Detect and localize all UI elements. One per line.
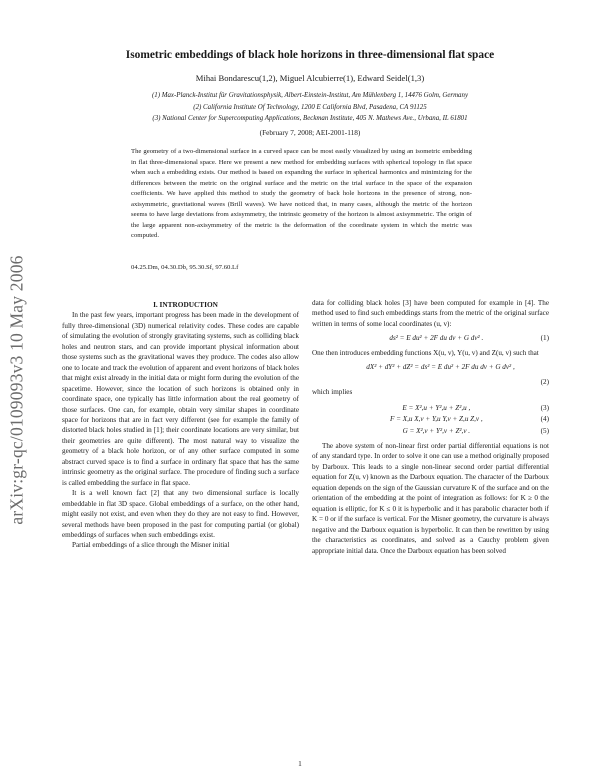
right-paragraph-3: which implies (312, 388, 353, 397)
right-paragraph-4: The above system of non-linear first order partial differential equations is not of any standard type. In order to solve it one can use a method originally proposed by Darboux. This leads to a single non-linear second order partial differential equation for Z(u, v) known as the Darboux equation. The character of the Darboux equation depends on the sign of the Gaussian curvature K of the surface and on the orientation of the embedding at the point of integration as follows: for K ≥ 0 the equation is elliptic, for K ≤ 0 it is hyperbolic and it has parabolic character both if K = 0 or if the surface is vertical. For the Misner geometry, the curvature is always negative and the Darboux equation is hyperbolic. It can then be rewritten by using the characteristics as coordinates, and solved as a Cauchy problem given appropriate initial data. Once the Darboux equation has been solved (312, 441, 549, 555)
equation-1-number: (1) (540, 334, 549, 343)
affiliation-1: (1) Max-Planck-Institut für Gravitationsphysik, Albert-Einstein-Institut, Am Mühlenberg 1, 14476 Golm, Germany (151, 92, 469, 99)
intro-paragraph-1: In the past few years, important progress has been made in the development of fully three-dimensional (3D) numerical relativity codes. These codes are capable of simulating the evolution of strongly gravitating systems, such as colliding black holes and neutron stars, and can provide important physical information about those systems such as the gravitational waves they produce. The codes also allow one to locate and track the evolution of apparent and event horizons of black holes that might exist already in the initial data or might form during the evolution of the spacetime. However, since the location of such horizons is obtained only in coordinate space, one typically has little information about the real geometry of those surfaces. One can, for example, obtain very similar shapes in coordinate space for horizons that are in fact very different (see for example the family of distorted black holes studied in [1]; their coordinate locations are very similar, but their geometries are quite different). The most natural way to visualize the geometry of a black hole horizon, or of any other surface computed in some abstract curved space is to find a surface in ordinary flat space that has the same intrinsic geometry as the original surface. The procedure of finding such a surface is called embedding the surface in flat space. (62, 311, 299, 487)
equation-group (312, 403, 549, 436)
equation-2-body: dX² + dY² + dZ² = ds² = E du² + 2F du dv + G dv² , (366, 363, 515, 372)
pacs-numbers: 04.25.Dm, 04.30.Db, 95.30.Sf, 97.60.Lf (131, 264, 239, 271)
right-paragraph-1: data for colliding black holes [3] have been computed for example in [4]. The method used to find such embeddings starts from the metric of the original surface written in terms of some local coordinates (u, v): (312, 299, 549, 328)
left-column (62, 300, 299, 551)
equation-3 (312, 403, 549, 413)
paper-title: Isometric embeddings of black hole horizons in three-dimensional flat space (125, 49, 495, 61)
page-number: 1 (298, 759, 302, 768)
paper-authors: Mihai Bondarescu(1,2), Miguel Alcubierre(1), Edward Seidel(1,3) (195, 73, 425, 83)
right-column (312, 298, 549, 556)
section-heading: I. INTRODUCTION (153, 300, 218, 309)
equation-2-number-row (312, 377, 549, 387)
equation-2-number: (2) (540, 377, 549, 386)
equation-5 (312, 426, 549, 436)
affiliation-3: (3) National Center for Supercomputing Applications, Beckman Institute, 405 N. Mathews Ave., Urbana, IL 61801 (152, 115, 468, 122)
abstract-text: The geometry of a two-dimensional surface in a curved space can be most easily visualized by using an isometric embedding in flat three-dimensional space. Here we present a new method for embedding surfaces with spherical topology in flat space when such a embedding exists. Our method is based on expanding the surface in spherical harmonics and minimizing for the differences between the metric on the original surface and the metric on the trial surface in the space of the expansion coefficients. We have applied this method to study the geometry of back hole horizons in the presence of strong, non-axisymmetric, gravitational waves (Brill waves). We have noticed that, in many cases, although the metric of the horizon seems to have large deviations from axisymmetry, the intrinsic geometry of the horizon is almost axisymmetric. The origin of the large apparent non-axisymmetry of the metric is the deformation of the coordinate system in which the metric was computed. (131, 148, 472, 239)
equation-4-number: (4) (540, 415, 549, 424)
arxiv-id: arXiv:gr-qc/0109093v3 10 May 2006 (6, 255, 27, 525)
arxiv-identifier-margin (6, 205, 28, 575)
right-paragraph-2: One then introduces embedding functions X(u, v), Y(u, v) and Z(u, v) such that (312, 348, 539, 357)
paper-date: (February 7, 2008; AEI-2001-118) (259, 128, 361, 137)
equation-4 (312, 414, 549, 424)
equation-1-body: ds² = E du² + 2F du dv + G dv² . (389, 334, 484, 343)
equation-5-number: (5) (540, 426, 549, 435)
affiliation-2: (2) California Institute Of Technology, 1200 E California Blvd, Pasadena, CA 91125 (193, 104, 427, 111)
intro-paragraph-3: Partial embeddings of a slice through the Misner initial (72, 541, 230, 550)
equation-1 (312, 333, 549, 343)
equation-5-body: G = X²,v + Y²,v + Z²,v . (402, 426, 471, 435)
intro-paragraph-2: It is a well known fact [2] that any two dimensional surface is locally embeddable in flat 3D space. Global embeddings of a surface, on the other hand, might easily not exist, and even when they do they are not easy to find. However, several methods have been proposed in the past for computing partial (or global) embeddings of surfaces when such embeddings exist. (62, 489, 299, 539)
equation-4-body: F = X,u X,v + Y,u Y,v + Z,u Z,v , (389, 415, 483, 424)
equation-3-body: E = X²,u + Y²,u + Z²,u , (402, 403, 471, 412)
equation-3-number: (3) (540, 403, 549, 412)
equation-2 (312, 362, 549, 372)
